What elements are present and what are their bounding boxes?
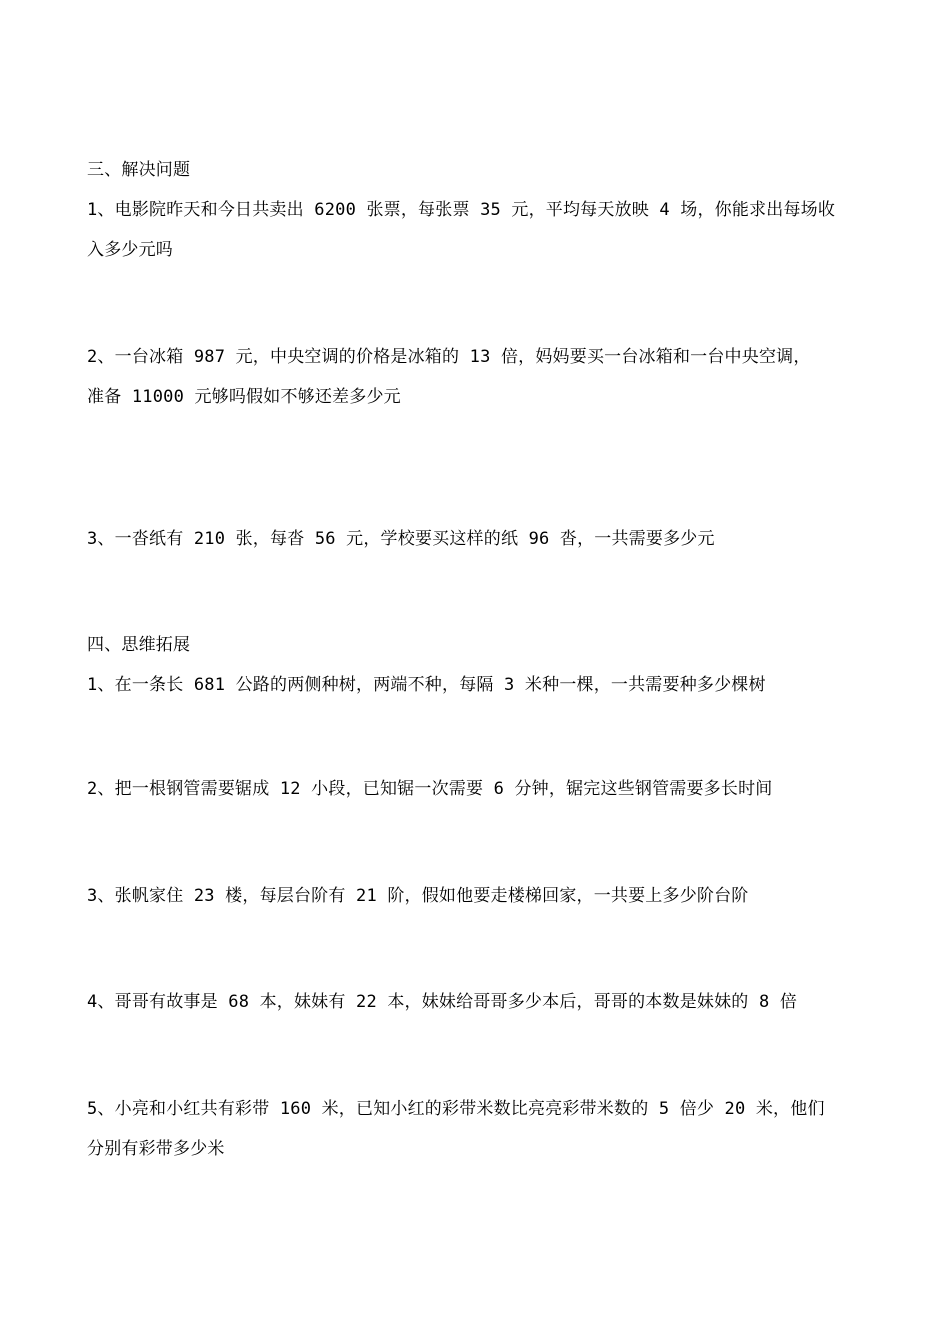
s3-question-3: 3、一沓纸有 210 张，每沓 56 元，学校要买这样的纸 96 沓，一共需要多少元 [87,529,715,549]
s3-question-2-line-2: 准备 11000 元够吗假如不够还差多少元 [87,387,401,407]
s4-question-4: 4、哥哥有故事是 68 本，妹妹有 22 本，妹妹给哥哥多少本后，哥哥的本数是妹妹的 8 倍 [87,992,798,1012]
s4-question-5-line-2: 分别有彩带多少米 [87,1139,225,1159]
s4-question-5-line-1: 5、小亮和小红共有彩带 160 米，已知小红的彩带米数比亮亮彩带米数的 5 倍少 20 米，他们 [87,1099,825,1119]
s3-question-1-line-1: 1、电影院昨天和今日共卖出 6200 张票，每张票 35 元，平均每天放映 4 场，你能求出每场收 [87,200,836,220]
s4-question-3: 3、张帆家住 23 楼，每层台阶有 21 阶，假如他要走楼梯回家，一共要上多少阶台阶 [87,886,749,906]
s4-question-1: 1、在一条长 681 公路的两侧种树，两端不种，每隔 3 米种一棵，一共需要种多少棵树 [87,675,766,695]
section-3-heading: 三、解决问题 [87,160,191,180]
s4-question-2: 2、把一根钢管需要锯成 12 小段，已知锯一次需要 6 分钟，锯完这些钢管需要多长时间 [87,779,773,799]
s3-question-2-line-1: 2、一台冰箱 987 元，中央空调的价格是冰箱的 13 倍，妈妈要买一台冰箱和一台中央空调， [87,347,811,367]
s3-question-1-line-2: 入多少元吗 [87,240,173,260]
section-4-heading: 四、思维拓展 [87,635,191,655]
